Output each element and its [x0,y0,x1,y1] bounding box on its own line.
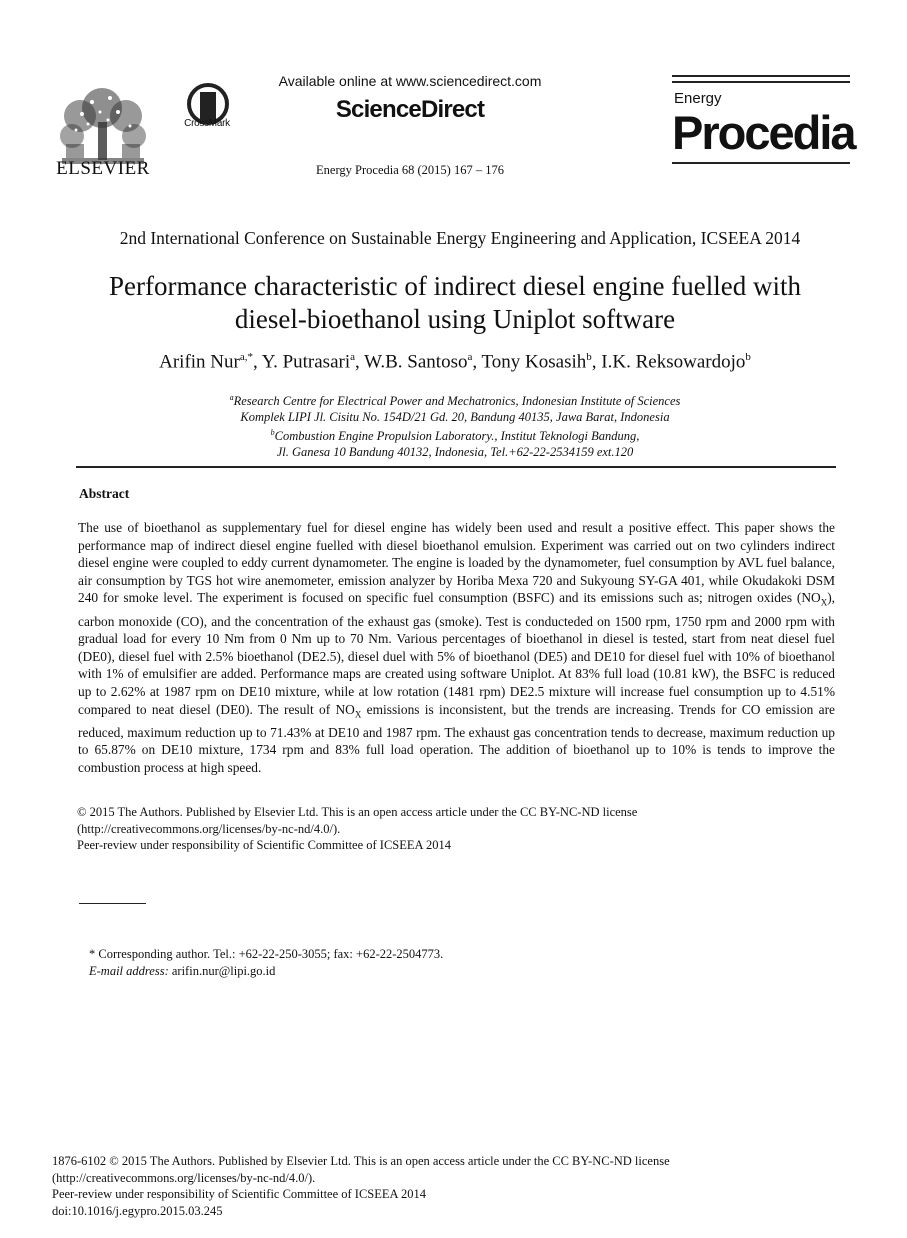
copyright-notice [77,804,817,854]
journal-logo-rules [672,75,850,87]
author-affiliation-mark: a,* [239,351,253,363]
abstract-heading: Abstract [79,486,130,501]
crossmark-label: CrossMark [184,118,230,129]
header-divider [76,466,836,468]
footer-doi[interactable]: doi:10.1016/j.egypro.2015.03.245 [52,1203,223,1218]
affiliation-b-line1: $^b$Combustion Engine Propulsion Laboratory., Institut Teknologi Bandung, [270,428,640,444]
corresponding-author-note [89,946,789,979]
author-name: I.K. Reksowardojo [601,351,746,373]
affiliation-b-line2: Jl. Ganesa 10 Bandung 40132, Indonesia, Tel.+62-22-2534159 ext.120 [276,444,634,459]
page-footer [52,1153,872,1219]
author-name: W.B. Santoso [364,351,468,373]
elsevier-wordmark: ELSEVIER [56,158,150,179]
paper-title [70,270,840,336]
journal-logo-energy: Energy [674,90,722,107]
author-list: Arifin Nur$^{a,*}$, Y. Putrasari$^a$, W.B. Santoso$^a$, Tony Kosasih$^b$, I.K. Reksowardojo$^b$ [159,351,751,373]
author-affiliation-mark: a [467,351,473,363]
author-name: Y. Putrasari [261,351,351,373]
footnote-divider [79,903,146,904]
affiliation-a-line2: Komplek LIPI Jl. Cisitu No. 154D/21 Gd. 20, Bandung 40135, Jawa Barat, Indonesia [240,409,670,424]
conference-name: 2nd International Conference on Sustainable Energy Engineering and Application, ICSEEA 2014 [119,228,801,248]
author-affiliation-mark: b [745,351,751,363]
email-label: E-mail address: [89,963,169,978]
author-affiliation-mark: b [586,351,592,363]
footer-peer-review: Peer-review under responsibility of Scientific Committee of ICSEEA 2014 [52,1187,426,1201]
affiliations [120,390,790,460]
paper-title-line: Performance characteristic of indirect diesel engine fuelled with [109,271,801,301]
author-name: Tony Kosasih [481,351,587,373]
email-line [89,963,789,980]
author-affiliation-mark: a [350,351,355,363]
peer-review-line: Peer-review under responsibility of Scientific Committee of ICSEEA 2014 [77,838,451,852]
author-name: Arifin Nur [159,351,240,373]
journal-citation: Energy Procedia 68 (2015) 167 – 176 [316,163,504,177]
paper-title-line: diesel-bioethanol using Uniplot software [234,304,676,334]
corresponding-author-line: * Corresponding author. Tel.: +62-22-250-3055; fax: +62-22-2504773. [89,947,444,961]
journal-logo-bottom-rule [672,162,850,164]
affiliation-a-line1: $^a$Research Centre for Electrical Power and Mechatronics, Indonesian Institute of Sciences [229,393,681,409]
footer-issn-copyright: 1876-6102 © 2015 The Authors. Published by Elsevier Ltd. This is an open access article under the CC BY-NC-ND license [52,1154,670,1168]
sciencedirect-wordmark: ScienceDirect [335,96,485,123]
footer-license-link[interactable]: (http://creativecommons.org/licenses/by-nc-nd/4.0/). [52,1170,316,1185]
available-online-text[interactable]: Available online at www.sciencedirect.com [278,73,542,89]
journal-logo-procedia: Procedia [672,106,855,159]
email-link[interactable]: arifin.nur@lipi.go.id [168,963,276,978]
copyright-line: © 2015 The Authors. Published by Elsevier Ltd. This is an open access article under the CC BY-NC-ND license [77,805,638,819]
license-link[interactable]: (http://creativecommons.org/licenses/by-nc-nd/4.0/). [77,821,341,836]
abstract-body: The use of bioethanol as supplementary fuel for diesel engine has widely been used and result a positive effect. This paper shows the performance map of indirect diesel engine fuelled with diesel bioethanol emulsion. Experiment was carried out on two cylinders indirect diesel engine were coupled to eddy current dynamometer. The engine is loaded by the dynamometer, fuel consumption by AVL fuel balance, air consumption by TGS hot wire anemometer, emission analyzer by Horiba Mexa 720 and Sukyoung SY-GA 401, while Okudakoki DSM 240 for smoke level. The experiment is focused on specific fuel consumption (BSFC) and its emissions such as; nitrogen oxides $(NO_X)$, carbon monoxide (CO), and the concentration of the exhaust gas (smoke). Test is conducteded on 1500 rpm, 1750 rpm and 2000 rpm with gradual load for every 10 Nm from 0 Nm up to 70 Nm. Various percentages of bioethanol in diesel is tested, start from neat diesel fuel (DE0), diesel fuel with 2.5% bioethanol (DE2.5), diesel duel with 5% of bioethanol (DE5) and DE10 for diesel fuel with 10% of bioethanol with 1% of emulsifier are added. Performance maps are created using software Uniplot. At 83% full load (10.81 kW), the BSFC is reduced up to 2.62% at 1987 rpm on DE10 mixture, while at low rotation (1481 rpm) DE2.5 mixture will increase fuel consumption up to 4.51% compared to neat diesel (DE0). The result of $NO_X$ emissions is inconsistent, but the trends are increasing. Trends for CO emission are reduced, maximum reduction up to 71.43% at DE10 and 1987 rpm. The exhaust gas concentration tends to decrease, maximum reduction up to 65.87% on DE10 mixture, 1734 rpm and 83% full load operation. The addition of bioethanol up to 10% is tends to improve the combustion process at high speed. [78,520,835,776]
